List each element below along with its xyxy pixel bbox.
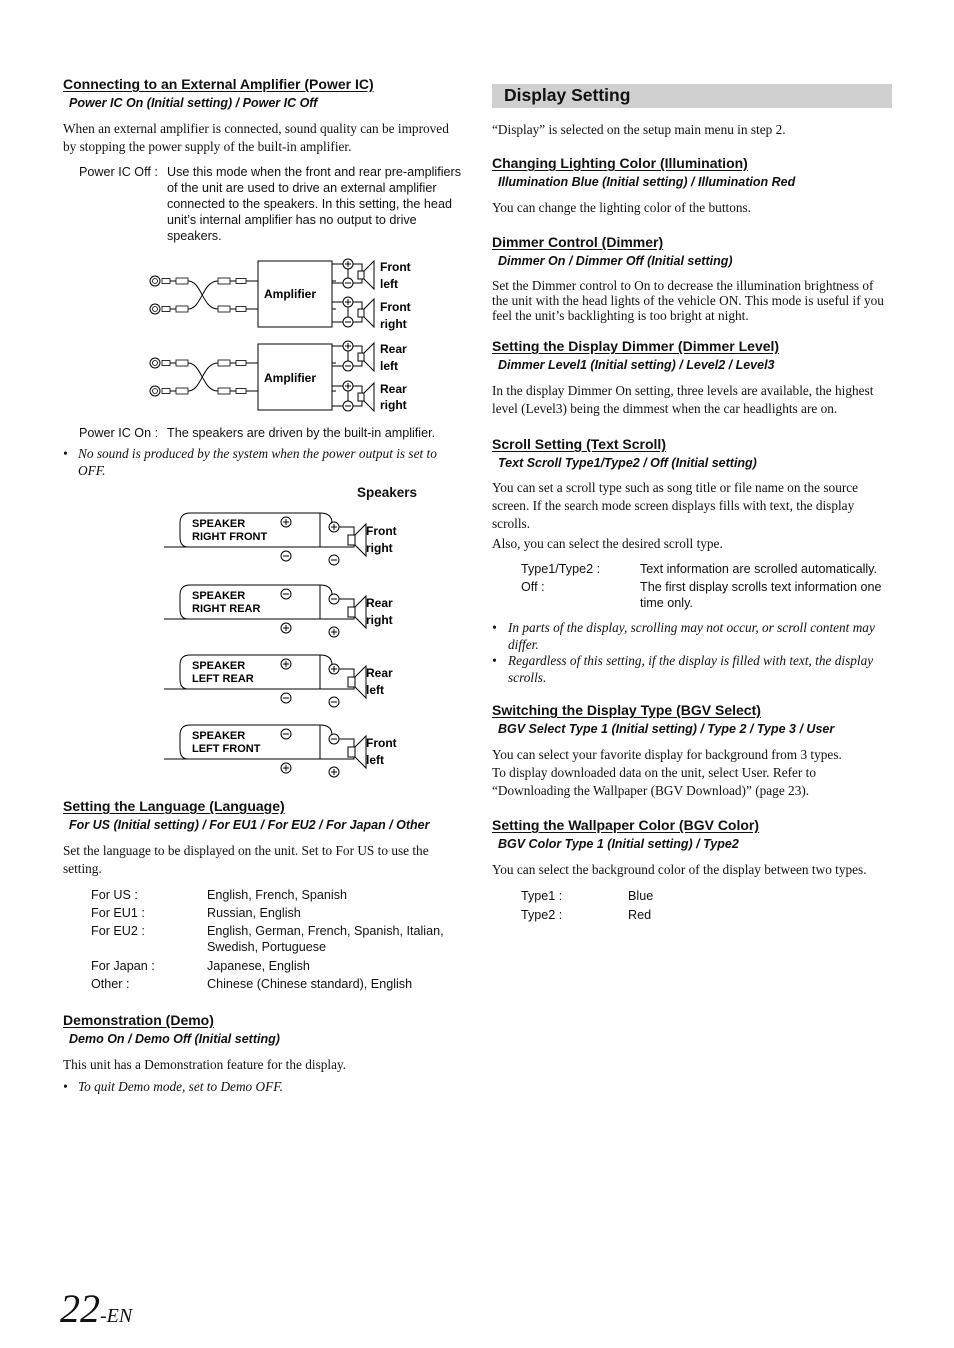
scroll-note-1: In parts of the display, scrolling may not occur, or scroll content may differ. xyxy=(508,620,875,652)
page-number-digits: 22 xyxy=(60,1286,100,1331)
speaker-position-label: Rear xyxy=(366,596,393,610)
amp-note: No sound is produced by the system when the power output is set to OFF. xyxy=(78,446,437,478)
dimmer-level-options: Dimmer Level1 (Initial setting) / Level2 / Level3 xyxy=(498,358,775,372)
diagram-label: right xyxy=(380,398,407,412)
language-value-other: Chinese (Chinese standard), English xyxy=(207,977,413,991)
bgv-color-heading: Setting the Wallpaper Color (BGV Color) xyxy=(492,817,760,833)
speaker-terminal-label: SPEAKER xyxy=(192,518,246,530)
polarity-icon xyxy=(329,767,339,777)
speaker-position-label: Rear xyxy=(366,666,393,680)
polarity-icon xyxy=(281,623,291,633)
language-key-eu1: For EU1 : xyxy=(91,906,145,920)
demo-heading: Demonstration (Demo) xyxy=(63,1012,214,1028)
speaker-terminal-label: SPEAKER xyxy=(192,660,246,672)
dimmer-text: Set the Dimmer control to On to decrease the illumination brightness of the unit with the head lights of the vehicle ON. This mode is useful if you feel the unit’s backlighting is too bright at night. xyxy=(492,278,884,323)
section-title-bar xyxy=(492,84,892,108)
language-key-us: For US : xyxy=(91,888,138,902)
polarity-icon xyxy=(329,697,339,707)
speaker-terminal-label: RIGHT REAR xyxy=(192,603,261,615)
illumination-text: You can change the lighting color of the buttons. xyxy=(492,200,752,215)
polarity-icon xyxy=(281,659,291,669)
speaker-cone-icon xyxy=(348,666,366,698)
polarity-icon xyxy=(281,517,291,527)
speaker-position-label: left xyxy=(366,753,384,767)
speaker-row xyxy=(164,725,397,777)
scroll-key-type: Type1/Type2 : xyxy=(521,562,601,576)
power-ic-on-desc: The speakers are driven by the built-in amplifier. xyxy=(167,426,436,440)
dimmer-level-heading: Setting the Display Dimmer (Dimmer Level) xyxy=(492,338,780,354)
dimmer-level-text: In the display Dimmer On setting, three levels are available, the highest level (Level3) being the dimmest when the car headlights are on. xyxy=(492,383,874,416)
polarity-icon xyxy=(281,551,291,561)
bgv-color-options: BGV Color Type 1 (Initial setting) / Type2 xyxy=(498,837,739,851)
polarity-icon xyxy=(281,763,291,773)
bgv-color-key-2: Type2 : xyxy=(521,908,563,922)
bgv-select-text-1: You can select your favorite display for background from 3 types. xyxy=(492,747,842,762)
speaker-rear-right-icon xyxy=(358,383,374,411)
dimmer-heading: Dimmer Control (Dimmer) xyxy=(492,234,664,250)
speaker-position-label: left xyxy=(366,683,384,697)
bgv-color-text: You can select the background color of the display between two types. xyxy=(492,862,867,877)
language-value-us: English, French, Spanish xyxy=(207,888,348,902)
speaker-cone-icon xyxy=(348,596,366,628)
scroll-value-type: Text information are scrolled automatically. xyxy=(640,562,878,576)
diagram-label: Rear xyxy=(380,342,407,356)
scroll-options: Text Scroll Type1/Type2 / Off (Initial setting) xyxy=(498,456,757,470)
speaker-rear-left-icon xyxy=(358,343,374,371)
speaker-row xyxy=(164,513,397,565)
speaker-terminal-label: LEFT REAR xyxy=(192,673,254,685)
demo-note: To quit Demo mode, set to Demo OFF. xyxy=(78,1079,283,1094)
polarity-icon xyxy=(329,734,339,744)
bgv-color-value-2: Red xyxy=(628,908,652,922)
speaker-terminal-label: SPEAKER xyxy=(192,590,246,602)
polarity-icon xyxy=(281,729,291,739)
language-key-eu2: For EU2 : xyxy=(91,924,145,938)
polarity-icon xyxy=(329,627,339,637)
bullet: • xyxy=(492,653,497,668)
speaker-terminal-label: RIGHT FRONT xyxy=(192,531,268,543)
bgv-select-options: BGV Select Type 1 (Initial setting) / Type 2 / Type 3 / User xyxy=(498,722,835,736)
language-value-eu2: English, German, French, Spanish, Italian, Swedish, Portuguese xyxy=(207,924,444,954)
language-key-other: Other : xyxy=(91,977,130,991)
language-value-eu1: Russian, English xyxy=(207,906,301,920)
power-ic-off-desc: Use this mode when the front and rear pre-amplifiers of the unit are used to drive an external amplifier connected to the speakers. In this setting, the head unit’s internal amplifier has no output to drive speakers. xyxy=(167,165,461,243)
bullet: • xyxy=(63,446,68,461)
section-title: Display Setting xyxy=(504,85,631,105)
diagram-label: left xyxy=(380,277,398,291)
scroll-note-2: Regardless of this setting, if the display is filled with text, the display scrolls. xyxy=(508,653,874,685)
amp-intro: When an external amplifier is connected, sound quality can be improved by stopping the power supply of the built-in amplifier. xyxy=(63,121,449,154)
diagram-label: Front xyxy=(380,300,411,314)
demo-options: Demo On / Demo Off (Initial setting) xyxy=(69,1032,280,1046)
power-ic-off-term: Power IC Off : xyxy=(79,165,158,179)
illumination-heading: Changing Lighting Color (Illumination) xyxy=(492,155,748,171)
dimmer-options: Dimmer On / Dimmer Off (Initial setting) xyxy=(498,254,733,268)
speaker-row xyxy=(164,655,393,707)
diagram-label: Front xyxy=(380,260,411,274)
language-key-japan: For Japan : xyxy=(91,959,155,973)
bgv-color-key-1: Type1 : xyxy=(521,889,563,903)
speaker-front-left-icon xyxy=(358,261,374,289)
diagram-label: Rear xyxy=(380,382,407,396)
speaker-position-label: right xyxy=(366,541,393,555)
amp-options: Power IC On (Initial setting) / Power IC Off xyxy=(69,96,318,110)
speaker-position-label: Front xyxy=(366,524,397,538)
bullet: • xyxy=(63,1079,68,1094)
amp-heading: Connecting to an External Amplifier (Power IC) xyxy=(63,76,374,92)
illumination-options: Illumination Blue (Initial setting) / Illumination Red xyxy=(498,175,796,189)
speaker-position-label: right xyxy=(366,613,393,627)
bullet: • xyxy=(492,620,497,635)
power-ic-on-term: Power IC On : xyxy=(79,426,159,440)
polarity-icon xyxy=(281,693,291,703)
scroll-key-off: Off : xyxy=(521,580,545,594)
demo-intro: This unit has a Demonstration feature for the display. xyxy=(63,1057,347,1072)
speaker-terminal-diagram xyxy=(160,505,430,785)
speaker-terminal-label: SPEAKER xyxy=(192,730,246,742)
language-value-japan: Japanese, English xyxy=(207,959,310,973)
lower-amplifier-label: Amplifier xyxy=(264,371,317,385)
speakers-diagram-title: Speakers xyxy=(357,485,418,500)
page-number-suffix: -EN xyxy=(100,1305,133,1327)
polarity-icon xyxy=(329,555,339,565)
scroll-value-off: The first display scrolls text information one time only. xyxy=(640,580,882,610)
polarity-icon xyxy=(281,589,291,599)
scroll-heading: Scroll Setting (Text Scroll) xyxy=(492,436,666,452)
speaker-front-right-icon xyxy=(358,299,374,327)
speaker-cone-icon xyxy=(348,524,366,556)
bgv-color-value-1: Blue xyxy=(628,889,654,903)
polarity-icon xyxy=(329,664,339,674)
scroll-text-1: You can set a scroll type such as song title or file name on the source screen. If the search mode screen displays fills with text, the display scrolls. xyxy=(492,480,859,531)
speaker-row xyxy=(164,585,393,637)
language-options: For US (Initial setting) / For EU1 / For EU2 / For Japan / Other xyxy=(69,818,430,832)
display-intro: “Display” is selected on the setup main menu in step 2. xyxy=(492,122,786,137)
polarity-icon xyxy=(329,594,339,604)
bgv-select-heading: Switching the Display Type (BGV Select) xyxy=(492,702,761,718)
diagram-label: left xyxy=(380,359,398,373)
speaker-terminal-label: LEFT FRONT xyxy=(192,743,261,755)
language-heading: Setting the Language (Language) xyxy=(63,798,285,814)
speaker-position-label: Front xyxy=(366,736,397,750)
bgv-select-text-2: To display downloaded data on the unit, select User. Refer to “Downloading the Wallpaper (BGV Download)” (page 23). xyxy=(492,765,817,798)
page-number xyxy=(60,1285,132,1332)
upper-amplifier-label: Amplifier xyxy=(264,287,317,301)
speaker-cone-icon xyxy=(348,736,366,768)
diagram-label: right xyxy=(380,317,407,331)
polarity-icon xyxy=(329,522,339,532)
amplifier-wiring-diagram xyxy=(140,252,440,418)
language-intro: Set the language to be displayed on the unit. Set to For US to use the setting. xyxy=(63,843,429,876)
scroll-text-2: Also, you can select the desired scroll type. xyxy=(492,536,723,551)
